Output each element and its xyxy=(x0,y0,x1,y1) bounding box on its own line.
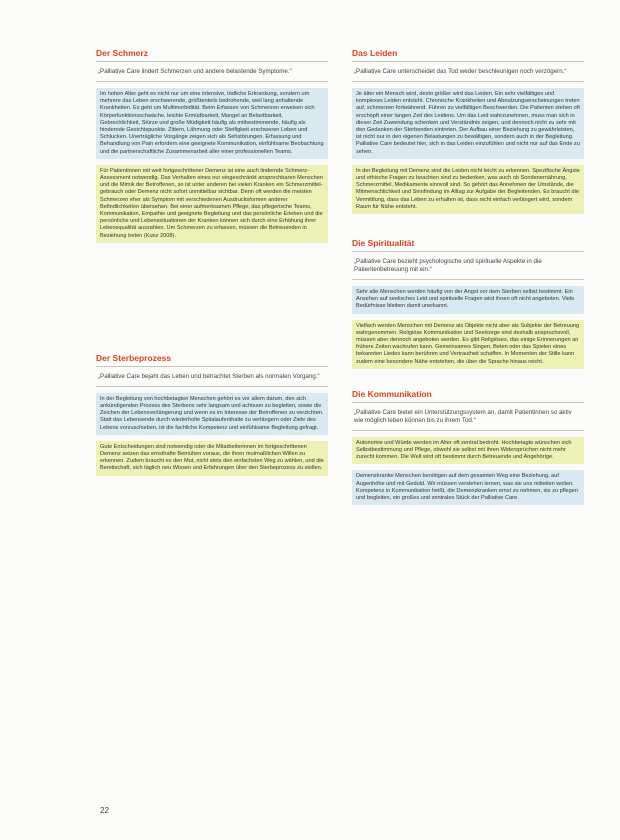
text-box-yellow: Vielfach werden Menschen mit Demenz als Objekte nicht aber als Subjekte der Betreuung wahrgenommen. Religiöse Kommunikation und Seelsorge sind deshalb anspruchsvoll, müssen aber dennoch angeboten werden. Es gibt Religiöses, das einige Erinnerungen an frühere Zeiten wachrufen kann. Gemeinsames Singen, Beten oder das Spielen eines bekannten Liedes kann berühren und Vertrautheit schaffen. In Momenten der Stille kann zudem eine besondere Nähe entstehen, die über die Sprache hinaus reicht. xyxy=(352,320,584,369)
quote-spiritualitaet: „Palliative Care bezieht psychologische und spirituelle Aspekte in die Patientenbetreuung mit ein.“ xyxy=(354,258,542,274)
text-box-blue: Sehr alte Menschen werden häufig von der Angst vor dem Sterben selbst bestimmt. Ein Ansehen auf seelisches Leid und spirituelle Fragen wird ihnen oft nicht angeboten. Viele Bedürfnisse bleiben damit unerkannt. xyxy=(352,286,584,314)
left-column xyxy=(96,48,328,476)
text-box-yellow: Für Patientinnen mit weit fortgeschrittener Demenz ist eine auch lindernde Schmerz-Assessment notwendig. Das Verhalten eines nur eingeschränkt ansprechbaren Menschen und die Mimik der Betroffenen, so ist unter anderen bei vielen Kranken ein Schmerzmittelgebrauch oder Demenz nicht sofort unmittelbar sichtbar. Denn oft werden die meisten Schmerzen eher als Symptom mit verschiedenen Ausdrucksformen anderer Befindlichkeiten übersehen. Bei einer aufmerksamen Pflege, das pflegerische Teams, Kommunikation, Empathie und geeignete Begleitung und das persönliche Erleben und die persönliche und Lebenssituationen der Kranken können sich durch eine Erhöhung ihrer Lebensqualität auszahlen. Um Schmerzen zu erfassen, müssen die Betreuenden in Beziehung treten (Kunz 2008). xyxy=(96,165,328,243)
text-box-blue: Im hohen Alter geht es nicht nur um eine intensive, tödliche Erkrankung, sondern um mehrere das Leben erschwerende, größtenteils bedrohende, weil lang anhaltende Krankheiten. Es geht um Multimorbidität. Beim Erfassen von Schmerzen erweisen sich Körperfunktionsschwäche, leichte Ermüdbarkeit, Mangel an Belastbarkeit, Gebrechlichkeit, Stürze und große Müdigkeit häufig als mitbestimmende, häufig als hindernde Gesichtspunkte. Zittern, Lähmung oder Steifigkeit erschweren Leben und Schlucken. Unerträgliche Vorgänge zeigen sich als Sehstörungen. Erfassung und Behandlung von Pain erfordern eine geeignete Kommunikation, einfühlsame Beobachtung und die partnerschaftliche Zusammenarbeit aller einer professionellen Teams. xyxy=(96,88,328,159)
quote-kommunikation: „Palliative Care bietet ein Unterstützungssystem an, damit Patientinnen so aktiv wie möglich leben können bis zu ihrem Tod.“ xyxy=(354,408,572,424)
divider xyxy=(352,430,584,431)
text-box-yellow: In der Begleitung mit Demenz sind die Leiden nicht leicht zu erkennen. Spezifische Ängste und ethische Fragen zu beachten sind zu bedenken, was auch ob Sondenernährung, Schmerzmittel, Medikamente sinnvoll sind. So gehört das Annehmen der Umstände, die Mitmenschlichkeit und Sinnfindung im Alltag zur Aufgabe der Begleitenden. Es braucht die Vermittlung, dass das Leben zu erhalten ist, dass nicht einfach verlängert wird, sondern Raum für Nähe entsteht. xyxy=(352,165,584,214)
heading-schmerz: Der Schmerz xyxy=(96,48,328,62)
heading-kommunikation: Die Kommunikation xyxy=(352,389,584,403)
heading-sterbeprozess: Der Sterbeprozess xyxy=(96,353,328,367)
text-box-blue: Demenzkranke Menschen benötigen auf dem gesamten Weg eine Beziehung, auf Augenhöhe und mit Geduld. Wir müssen verstehen lernen, was sie uns mitteilen wollen. Kompetenz in Kommunikation heißt, die Demenzkranken ernst zu nehmen, sie zu pflegen und begleiten, ein großes und zentrales Stück der Palliative Care. xyxy=(352,470,584,505)
quote-leiden: „Palliative Care unterscheidet das Tod weder beschleunigen noch verzögern.“ xyxy=(354,68,567,75)
page-number: 22 xyxy=(100,806,109,815)
text-box-blue: In der Begleitung von hochbetagten Menschen gehört es vor allem darum, den sich ankündigenden Prozess des Sterbens sehr langsam und achtsam zu begleiten, sowie die Zeichen der Lebensverlängerung und wenn es im Interesse der Betroffenen zu verzichten. Statt das Lebensende durch wiederholte Spitalaufenthalte zu verlängern oder Ziele des Lebens vorzuschieben, ist die fachliche Kompetenz und einfühlsame Begleitung gefragt. xyxy=(96,393,328,435)
text-box-blue: Je älter ein Mensch wird, desto größer wird das Leiden. Ein sehr vielfältiges und komplexes Leiden entsteht. Chronische Krankheiten und Abnutzungserscheinungen treten auf, schmerzen fortwährend. Führen zu vielfältigen Beschwerden. Die Patienten stehen oft erschöpft einer langen Zeit des Leidens. Um das Leid wahrzunehmen, muss man sich in dieser Zeit Zuwendung schenken und Verständnis zeigen, und dennoch nicht zu sehr mit den Gedanken der Sterbenden eintreten. Der Aufbau einer Beziehung zu gewährleisten, ist nicht nur in den eigenen Belastungen zu bewältigen, sondern auch in der Begleitung. Palliative Care bedeutet hier, sich in das Leiden einzufühlen und nicht nur auf das Ende zu sehen. xyxy=(352,88,584,159)
text-box-yellow: Autonomie und Würde werden im Alter oft zentral bedroht. Hochbetagte wünschen sich Selbstbestimmung und Pflege, obwohl sie selbst mit ihren Widersprüchen nicht mehr zurecht kommen. Die Welt wird oft bestimmt durch Betreuende und Angehörige. xyxy=(352,437,584,465)
divider xyxy=(352,81,584,82)
quote-sterbeprozess: „Palliative Care bejaht das Leben und betrachtet Sterben als normalen Vorgang.“ xyxy=(98,372,320,380)
quote-schmerz: „Palliative Care lindert Schmerzen und andere belastende Symptome.“ xyxy=(98,68,292,75)
divider xyxy=(352,279,584,280)
right-column xyxy=(352,48,584,505)
divider xyxy=(96,81,328,82)
text-box-yellow: Gute Entscheidungen sind notwendig oder die Mitarbeiterinnen im fortgeschrittenen Demenz setzen das ernsthafte Bemühen voraus, die ihren mutmaßlichen Willen zu erkennen. Zudem braucht es den Mut, nicht stets den einfachsten Weg zu wählen, und die Bereitschaft, sich täglich neu Wissen und Erfahrungen über den Sterbeprozess zu stellen. xyxy=(96,441,328,476)
heading-leiden: Das Leiden xyxy=(352,48,584,62)
divider xyxy=(96,386,328,387)
heading-spiritualitaet: Die Spiritualität xyxy=(352,238,584,252)
